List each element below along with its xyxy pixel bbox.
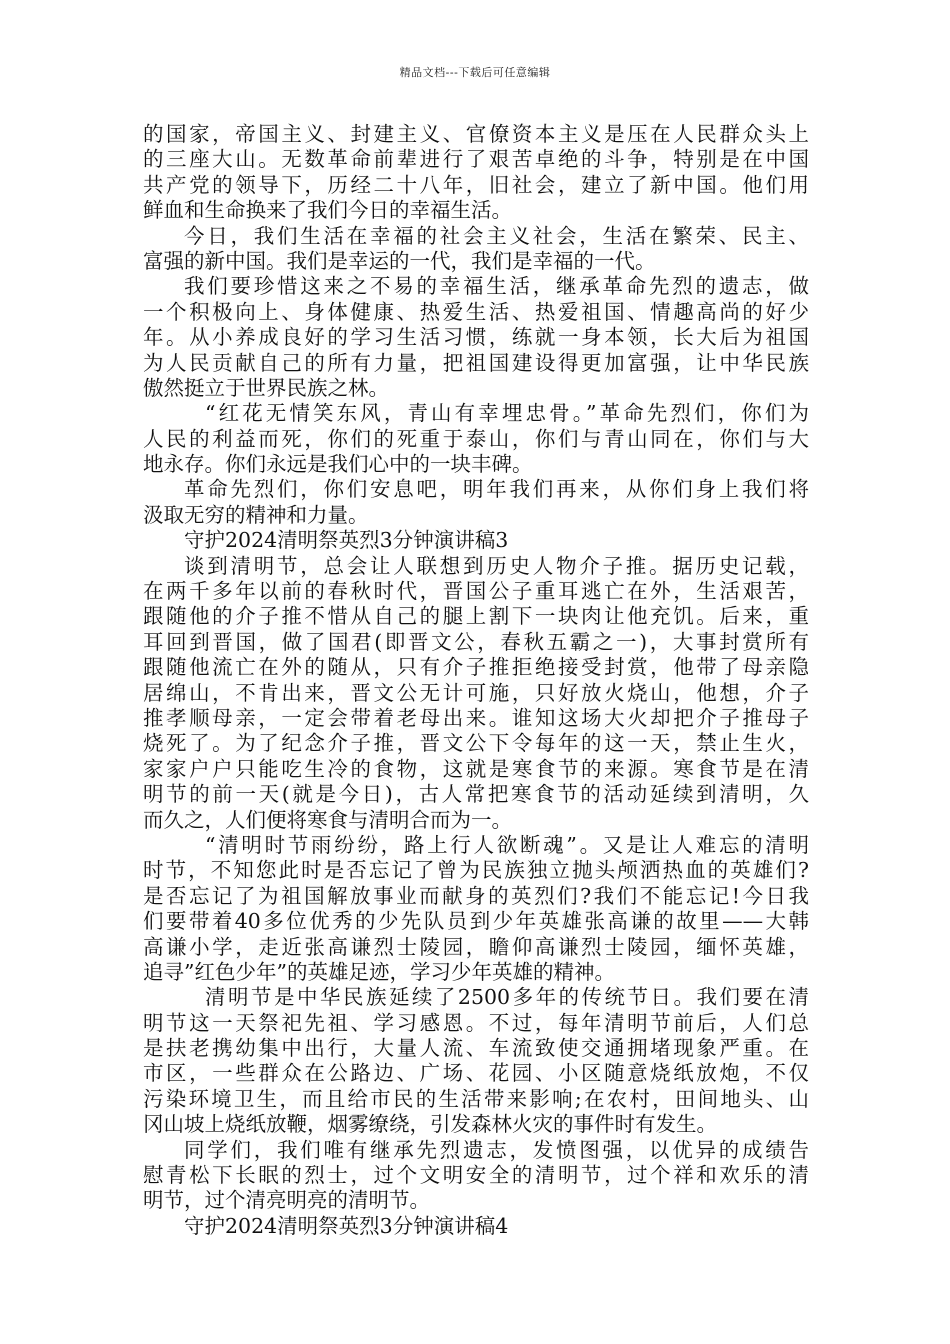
text-line: 汲取无穷的精神和力量。: [143, 502, 369, 527]
text-line: 鲜血和生命换来了我们今日的幸福生活。: [143, 198, 512, 223]
text-line: 而久之，人们便将寒食与清明合而为一。: [143, 807, 512, 832]
text-line: 同学们，我们唯有继承先烈遗志，发愤图强，以优异的成绩告: [184, 1137, 809, 1162]
text-line: 追寻”红色少年”的英雄足迹，学习少年英雄的精神。: [143, 959, 615, 984]
text-line: 守护2024清明祭英烈3分钟演讲稿4: [184, 1213, 509, 1238]
text-line: 的三座大山。无数革命前辈进行了艰苦卓绝的斗争，特别是在中国: [143, 147, 809, 172]
text-line: 明节这一天祭祀先祖、学习感恩。不过，每年清明节前后，人们总: [143, 1010, 809, 1035]
text-line: 是扶老携幼集中出行，大量人流、车流致使交通拥堵现象严重。在: [143, 1036, 809, 1061]
text-line: 守护2024清明祭英烈3分钟演讲稿3: [184, 528, 509, 553]
text-line: 谈到清明节，总会让人联想到历史人物介子推。据历史记载，: [184, 553, 809, 578]
text-line: 年。从小养成良好的学习生活习惯，练就一身本领，长大后为祖国: [143, 325, 809, 350]
page-header: 精品文档---下载后可任意编辑: [399, 66, 551, 79]
text-line: 我们要珍惜这来之不易的幸福生活，继承革命先烈的遗志，做: [184, 274, 809, 299]
text-line: 今日，我们生活在幸福的社会主义社会，生活在繁荣、民主、: [184, 223, 809, 248]
text-line: 明节的前一天(就是今日)，古人常把寒食节的活动延续到清明，久: [143, 782, 809, 807]
text-line: 地永存。你们永远是我们心中的一块丰碑。: [143, 452, 533, 477]
text-line: 是否忘记了为祖国解放事业而献身的英烈们?我们不能忘记!今日我: [143, 883, 809, 908]
text-line: 的国家，帝国主义、封建主义、官僚资本主义是压在人民群众头上: [143, 122, 809, 146]
text-line: 时节，不知您此时是否忘记了曾为民族独立抛头颅洒热血的英雄们?: [143, 858, 809, 883]
text-line: 为人民贡献自己的所有力量，把祖国建设得更加富强，让中华民族: [143, 350, 809, 375]
text-line: 推孝顺母亲，一定会带着老母出来。谁知这场大火却把介子推母子: [143, 705, 809, 730]
text-line: 高谦小学，走近张高谦烈士陵园，瞻仰高谦烈士陵园，缅怀英雄，: [143, 934, 809, 959]
text-line: 富强的新中国。我们是幸运的一代，我们是幸福的一代。: [143, 248, 656, 273]
text-line: “清明时节雨纷纷，路上行人欲断魂”。又是让人难忘的清明: [205, 832, 809, 857]
text-line: 耳回到晋国，做了国君(即晋文公，春秋五霸之一)，大事封赏所有: [143, 629, 809, 654]
text-line: 人民的利益而死，你们的死重于泰山，你们与青山同在，你们与大: [143, 426, 809, 451]
text-line: 清明节是中华民族延续了2500多年的传统节日。我们要在清: [205, 985, 809, 1010]
text-line: 污染环境卫生，而且给市民的生活带来影响;在农村，田间地头、山: [143, 1086, 809, 1111]
text-line: 明节，过个清亮明亮的清明节。: [143, 1188, 430, 1213]
text-line: 傲然挺立于世界民族之林。: [143, 375, 389, 400]
text-line: 革命先烈们，你们安息吧，明年我们再来，从你们身上我们将: [184, 477, 809, 502]
text-line: 一个积极向上、身体健康、热爱生活、热爱祖国、情趣高尚的好少: [143, 299, 809, 324]
text-line: 跟随他的介子推不惜从自己的腿上割下一块肉让他充饥。后来，重: [143, 604, 809, 629]
text-line: 跟随他流亡在外的随从，只有介子推拒绝接受封赏，他带了母亲隐: [143, 655, 809, 680]
text-line: 家家户户只能吃生冷的食物，这就是寒食节的来源。寒食节是在清: [143, 756, 809, 781]
text-line: 烧死了。为了纪念介子推，晋文公下令每年的这一天，禁止生火，: [143, 731, 809, 756]
text-line: 居绵山，不肯出来，晋文公无计可施，只好放火烧山，他想，介子: [143, 680, 809, 705]
text-line: 冈山坡上烧纸放鞭，烟雾缭绕，引发森林火灾的事件时有发生。: [143, 1112, 717, 1137]
text-line: 慰青松下长眠的烈士，过个文明安全的清明节，过个祥和欢乐的清: [143, 1163, 809, 1188]
text-line: 们要带着40多位优秀的少先队员到少年英雄张高谦的故里——大韩: [143, 909, 809, 934]
text-line: 市区，一些群众在公路边、广场、花园、小区随意烧纸放炮，不仅: [143, 1061, 809, 1086]
text-line: 共产党的领导下，历经二十八年，旧社会，建立了新中国。他们用: [143, 172, 809, 197]
document-body: [143, 122, 809, 1239]
text-line: 在两千多年以前的春秋时代，晋国公子重耳逃亡在外，生活艰苦，: [143, 579, 809, 604]
text-line: “红花无情笑东风，青山有幸埋忠骨。”革命先烈们，你们为: [205, 401, 809, 426]
